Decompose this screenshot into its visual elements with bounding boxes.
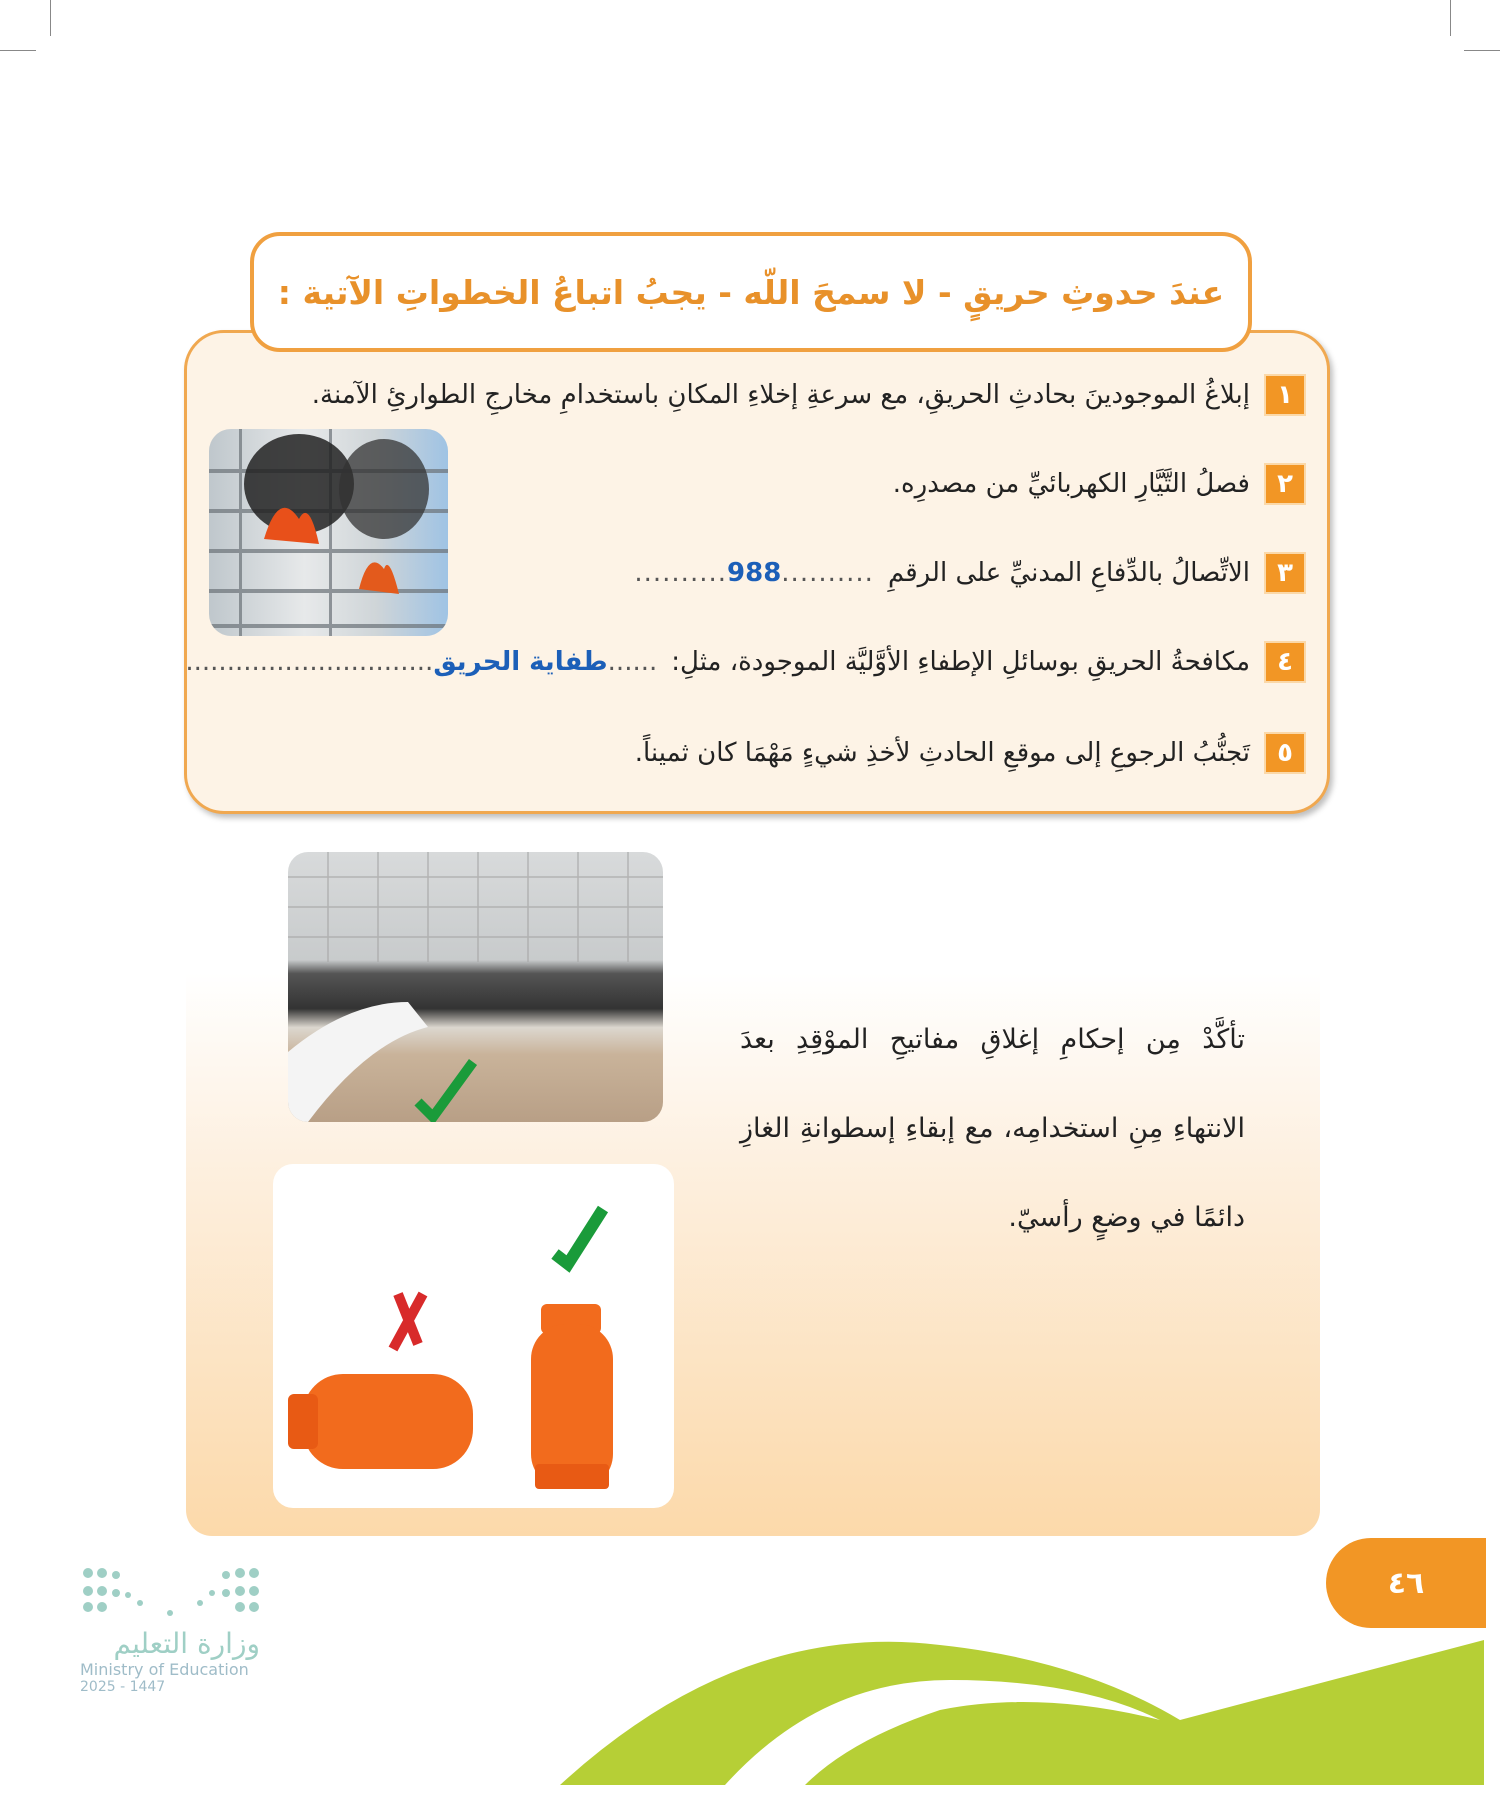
crop-mark [1464, 50, 1500, 51]
logo-english: Ministry of Education [80, 1660, 249, 1679]
step-4 [185, 641, 1306, 683]
answer-field: ......طفاية الحريق.............................. [185, 647, 658, 677]
check-icon [418, 1062, 473, 1117]
gas-cylinder-photo [273, 1164, 674, 1508]
step-3 [634, 552, 1306, 594]
decorative-green-wave [560, 1640, 1500, 1785]
answer-text: طفاية الحريق [433, 647, 608, 677]
step-number: ٣ [1264, 552, 1306, 594]
logo-dots-icon [80, 1563, 260, 1623]
page-number-text: ٤٦ [1387, 1565, 1425, 1601]
tip-text: تأكَّدْ مِن إحكامِ إغلاقِ مفاتيحِ الموْقِدِ بعدَ الانتهاءِ مِنِ استخدامِه، مع إبقاءِ إسطوانةِ الغازِ دائمًا في وضعٍ رأسيّ. [740, 1024, 1245, 1233]
crop-mark [50, 0, 51, 36]
step-number: ١ [1264, 374, 1306, 416]
step-text: الاتِّصالُ بالدِّفاعِ المدنيِّ على الرقمِ [887, 558, 1250, 588]
answer-text: 988 [727, 558, 782, 588]
cross-icon [393, 1294, 423, 1349]
crop-mark [0, 50, 36, 51]
step-2 [893, 463, 1306, 505]
logo-arabic: وزارة التعليم [113, 1627, 260, 1660]
crop-mark [1450, 0, 1451, 36]
step-text: تَجنُّبُ الرجوعِ إلى موقعِ الحادثِ لأخذِ شيءٍ مَهْمَا كان ثميناً. [634, 738, 1250, 768]
check-icon [555, 1209, 603, 1264]
step-1 [312, 374, 1306, 416]
ministry-logo [80, 1563, 270, 1723]
step-number: ٢ [1264, 463, 1306, 505]
page-title: عندَ حدوثِ حريقٍ - لا سمحَ اللّه - يجبُ اتباعُ الخطواتِ الآتية : [277, 272, 1225, 312]
step-text: مكافحةُ الحريقِ بوسائلِ الإطفاءِ الأوَّليَّة الموجودة، مثلِ: [671, 647, 1250, 677]
logo-year: 2025 - 1447 [80, 1679, 166, 1695]
page-number [1326, 1538, 1486, 1628]
answer-field: ..........988.......... [634, 558, 874, 588]
step-number: ٥ [1264, 732, 1306, 774]
stove-photo [288, 852, 663, 1122]
building-fire-photo [209, 429, 448, 636]
step-text: إبلاغُ الموجودينَ بحادثِ الحريقِ، مع سرعةِ إخلاءِ المكانِ باستخدامِ مخارجِ الطوارئِ الآمنة. [311, 380, 1250, 410]
step-text: فصلُ التَّيَّارِ الكهربائيِّ من مصدرِه. [892, 469, 1250, 499]
step-number: ٤ [1264, 641, 1306, 683]
title-box [250, 232, 1252, 352]
step-5 [635, 732, 1306, 774]
